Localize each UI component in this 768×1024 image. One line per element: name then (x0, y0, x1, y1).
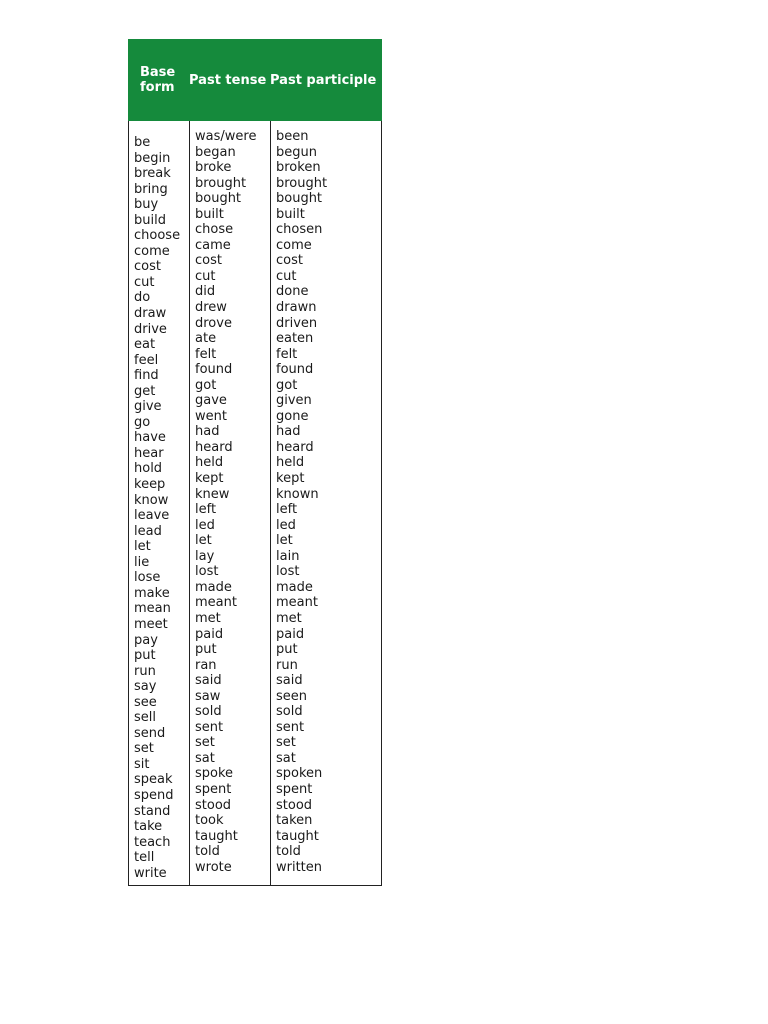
past-tense-cell: gave (195, 393, 227, 409)
base-form-cell: buy (134, 197, 159, 213)
base-form-cell: know (134, 492, 169, 508)
past-participle-cell: run (276, 657, 298, 673)
base-form-cell: draw (134, 306, 167, 322)
past-tense-cell: spent (195, 781, 232, 797)
past-participle-cell: seen (276, 688, 308, 704)
past-participle-cell: drawn (276, 300, 317, 316)
base-form-cell: build (134, 212, 166, 228)
base-form-cell: lose (134, 570, 161, 586)
past-participle-cell: put (276, 642, 298, 658)
base-form-cell: hear (134, 445, 164, 461)
past-tense-cell: made (195, 579, 232, 595)
past-participle-cell: taught (276, 828, 319, 844)
past-participle-column (276, 129, 327, 875)
past-tense-cell: ran (195, 657, 217, 673)
base-form-cell: do (134, 290, 151, 306)
past-tense-cell: kept (195, 471, 224, 487)
column-divider (128, 121, 129, 885)
base-form-cell: give (134, 399, 162, 415)
past-participle-cell: written (276, 859, 323, 875)
past-tense-cell: stood (195, 797, 232, 813)
base-form-cell: leave (134, 508, 170, 524)
base-form-cell: say (134, 679, 157, 695)
past-participle-cell: said (276, 673, 303, 689)
base-form-cell: keep (134, 477, 166, 493)
past-tense-cell: taught (195, 828, 238, 844)
past-participle-cell: let (276, 533, 293, 549)
past-participle-cell: gone (276, 408, 309, 424)
past-tense-cell: built (195, 206, 224, 222)
past-participle-cell: taken (276, 813, 313, 829)
past-tense-cell: drew (195, 300, 227, 316)
base-form-cell: choose (134, 228, 181, 244)
past-participle-cell: led (276, 517, 296, 533)
past-participle-cell: spent (276, 781, 313, 797)
past-participle-cell: sat (276, 750, 296, 766)
past-participle-cell: driven (276, 315, 318, 331)
past-tense-cell: lay (195, 548, 215, 564)
past-tense-cell: paid (195, 626, 224, 642)
past-tense-cell: sat (195, 750, 215, 766)
past-participle-cell: sent (276, 719, 305, 735)
base-form-cell: spend (134, 787, 174, 803)
past-participle-cell: had (276, 424, 301, 440)
base-form-cell: send (134, 725, 166, 741)
past-participle-cell: felt (276, 346, 298, 362)
past-tense-cell: ate (195, 331, 217, 347)
base-form-cell: sit (134, 756, 150, 772)
past-tense-cell: held (195, 455, 224, 471)
past-tense-cell: spoke (195, 766, 234, 782)
base-form-cell: put (134, 648, 156, 664)
base-form-cell: go (134, 414, 151, 430)
past-participle-cell: told (276, 844, 301, 860)
base-form-cell: let (134, 539, 151, 555)
past-tense-cell: had (195, 424, 220, 440)
base-form-cell: set (134, 741, 154, 757)
past-participle-cell: cost (276, 253, 303, 269)
past-tense-cell: heard (195, 439, 233, 455)
past-participle-cell: sold (276, 704, 303, 720)
past-tense-cell: found (195, 362, 233, 378)
base-form-cell: take (134, 819, 163, 835)
base-form-column (134, 135, 180, 881)
past-tense-cell: brought (195, 175, 247, 191)
past-tense-cell: let (195, 533, 212, 549)
past-tense-cell: led (195, 517, 215, 533)
past-participle-cell: meant (276, 595, 318, 611)
base-form-cell: run (134, 663, 156, 679)
past-participle-cell: heard (276, 439, 314, 455)
header-base-form: Base form (140, 65, 176, 95)
table-header-row (128, 39, 382, 121)
past-tense-cell: cost (195, 253, 222, 269)
base-form-cell: see (134, 694, 157, 710)
past-tense-cell: said (195, 673, 222, 689)
past-participle-cell: set (276, 735, 296, 751)
past-tense-column (195, 129, 256, 875)
past-tense-cell: went (195, 408, 227, 424)
past-participle-cell: stood (276, 797, 313, 813)
past-participle-cell: left (276, 502, 298, 518)
past-participle-cell: broken (276, 160, 321, 176)
base-form-cell: speak (134, 772, 173, 788)
past-tense-cell: took (195, 813, 224, 829)
base-form-cell: meet (134, 616, 168, 632)
base-form-cell: cost (134, 259, 161, 275)
past-participle-cell: come (276, 237, 312, 253)
past-participle-cell: lost (276, 564, 300, 580)
base-form-cell: get (134, 383, 156, 399)
past-tense-cell: wrote (195, 859, 232, 875)
base-form-cell: bring (134, 181, 168, 197)
past-participle-cell: spoken (276, 766, 323, 782)
past-tense-cell: knew (195, 486, 230, 502)
past-participle-cell: been (276, 129, 309, 144)
past-participle-cell: held (276, 455, 305, 471)
past-tense-cell: broke (195, 160, 232, 176)
past-participle-cell: bought (276, 191, 323, 207)
past-tense-cell: chose (195, 222, 234, 238)
past-tense-cell: sent (195, 719, 224, 735)
base-form-cell: break (134, 166, 171, 182)
base-form-cell: feel (134, 352, 159, 368)
past-participle-cell: eaten (276, 331, 314, 347)
past-tense-cell: left (195, 502, 217, 518)
past-tense-cell: did (195, 284, 216, 300)
base-form-cell: teach (134, 834, 171, 850)
past-participle-cell: kept (276, 471, 305, 487)
base-form-cell: tell (134, 850, 155, 866)
past-tense-cell: put (195, 642, 217, 658)
past-tense-cell: saw (195, 688, 221, 704)
base-form-cell: drive (134, 321, 167, 337)
past-tense-cell: was/were (195, 129, 257, 144)
base-form-cell: sell (134, 710, 156, 726)
base-form-cell: pay (134, 632, 158, 648)
past-participle-cell: got (276, 377, 298, 393)
past-tense-cell: bought (195, 191, 242, 207)
column-divider (189, 121, 190, 885)
base-form-cell: hold (134, 461, 163, 477)
base-form-cell: make (134, 585, 170, 601)
header-past-participle: Past participle (270, 72, 377, 88)
base-form-cell: eat (134, 337, 156, 353)
base-form-cell: begin (134, 150, 171, 166)
column-divider (270, 121, 271, 885)
past-participle-cell: begun (276, 144, 317, 160)
past-tense-cell: lost (195, 564, 219, 580)
base-form-cell: stand (134, 803, 171, 819)
past-tense-cell: told (195, 844, 220, 860)
base-form-cell: be (134, 135, 151, 150)
base-form-cell: mean (134, 601, 171, 617)
past-tense-cell: cut (195, 268, 216, 284)
base-form-cell: cut (134, 274, 155, 290)
base-form-cell: come (134, 243, 170, 259)
past-participle-cell: chosen (276, 222, 323, 238)
past-tense-cell: set (195, 735, 215, 751)
past-participle-cell: made (276, 579, 313, 595)
past-participle-cell: found (276, 362, 314, 378)
base-form-cell: lie (134, 554, 150, 570)
past-tense-cell: drove (195, 315, 232, 331)
past-participle-cell: brought (276, 175, 328, 191)
past-participle-cell: lain (276, 548, 300, 564)
past-tense-cell: began (195, 144, 236, 160)
past-participle-cell: done (276, 284, 309, 300)
past-participle-cell: given (276, 393, 312, 409)
past-participle-cell: cut (276, 268, 297, 284)
past-participle-cell: built (276, 206, 305, 222)
past-participle-cell: known (276, 486, 319, 502)
past-tense-cell: meant (195, 595, 237, 611)
base-form-cell: find (134, 368, 159, 384)
past-tense-cell: came (195, 237, 231, 253)
past-participle-cell: paid (276, 626, 305, 642)
base-form-cell: lead (134, 523, 162, 539)
past-tense-cell: met (195, 610, 221, 626)
header-past-tense: Past tense (189, 72, 267, 88)
past-tense-cell: got (195, 377, 217, 393)
column-divider (381, 121, 382, 885)
base-form-cell: write (134, 865, 167, 881)
past-tense-cell: sold (195, 704, 222, 720)
past-participle-cell: met (276, 610, 302, 626)
table-body (128, 121, 382, 886)
base-form-cell: have (134, 430, 166, 446)
past-tense-cell: felt (195, 346, 217, 362)
